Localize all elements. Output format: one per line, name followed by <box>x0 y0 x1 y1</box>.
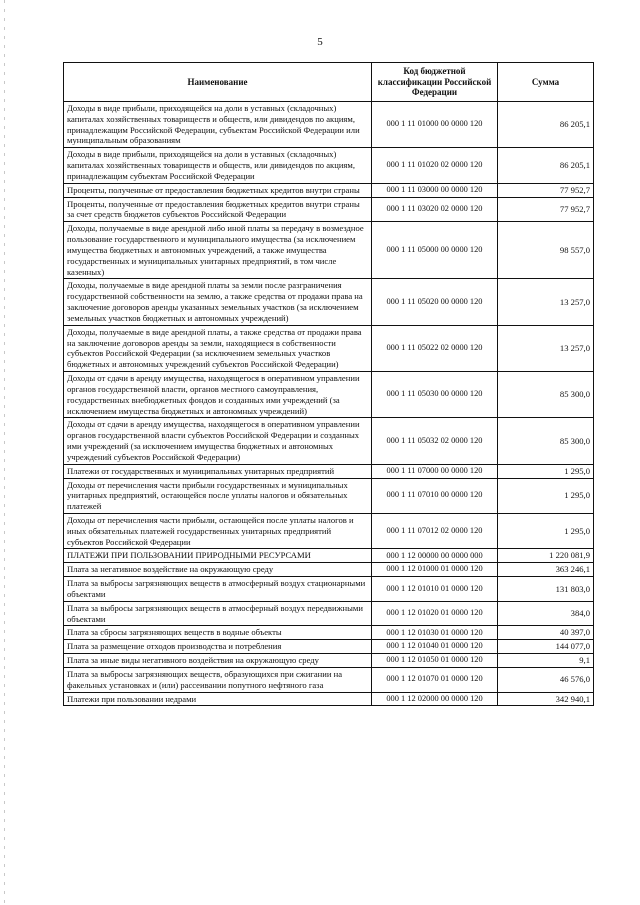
row-name: Платежи от государственных и муниципальных унитарных предприятий <box>64 464 372 478</box>
row-name: Плата за выбросы загрязняющих веществ, образующихся при сжигании на факельных установках и (или) рассеивании попутного нефтяного газа <box>64 667 372 692</box>
scan-edge-marks <box>4 0 5 905</box>
row-sum: 86 205,1 <box>498 102 594 148</box>
header-sum: Сумма <box>498 63 594 102</box>
table-row <box>64 549 594 563</box>
row-code: 000 1 11 05020 00 0000 120 <box>372 279 498 325</box>
row-code: 000 1 11 07010 00 0000 120 <box>372 478 498 513</box>
row-sum: 85 300,0 <box>498 418 594 464</box>
row-name: Доходы, получаемые в виде арендной платы за земли после разграничения государственной собственности на землю, а также средства от продажи права на заключение договоров аренды указанных земельных участков (за исключением земельных участков бюджетных и автономных учреждений) <box>64 279 372 325</box>
table-row <box>64 692 594 706</box>
row-name: Доходы в виде прибыли, приходящейся на доли в уставных (складочных) капиталах хозяйственных товариществ и обществ, или дивидендов по акциям, принадлежащим Российской Федерации, субъектам Российской Федерации или муниципальным образованиям <box>64 102 372 148</box>
row-code: 000 1 11 07000 00 0000 120 <box>372 464 498 478</box>
row-name: Доходы в виде прибыли, приходящейся на доли в уставных (складочных) капиталах хозяйственных товариществ и обществ, или дивидендов по акциям, принадлежащим субъектам Российской Федерации <box>64 148 372 183</box>
budget-revenue-table <box>63 62 594 706</box>
row-code: 000 1 11 05032 02 0000 120 <box>372 418 498 464</box>
table-row <box>64 601 594 626</box>
row-code: 000 1 12 01010 01 0000 120 <box>372 577 498 602</box>
row-name: Доходы от перечисления части прибыли государственных и муниципальных унитарных предприятий, остающейся после уплаты налогов и обязательных платежей <box>64 478 372 513</box>
table-row <box>64 577 594 602</box>
row-sum: 86 205,1 <box>498 148 594 183</box>
row-sum: 363 246,1 <box>498 563 594 577</box>
row-code: 000 1 11 05030 00 0000 120 <box>372 372 498 418</box>
row-sum: 98 557,0 <box>498 222 594 279</box>
row-code: 000 1 12 02000 00 0000 120 <box>372 692 498 706</box>
table-row <box>64 640 594 654</box>
table-row <box>64 513 594 548</box>
table-row <box>64 667 594 692</box>
row-name: Проценты, полученные от предоставления бюджетных кредитов внутри страны <box>64 183 372 197</box>
table-row <box>64 563 594 577</box>
header-name: Наименование <box>64 63 372 102</box>
row-sum: 1 220 081,9 <box>498 549 594 563</box>
row-sum: 1 295,0 <box>498 464 594 478</box>
row-name: Плата за иные виды негативного воздействия на окружающую среду <box>64 654 372 668</box>
row-code: 000 1 11 07012 02 0000 120 <box>372 513 498 548</box>
table-row <box>64 478 594 513</box>
row-code: 000 1 11 03000 00 0000 120 <box>372 183 498 197</box>
row-sum: 77 952,7 <box>498 197 594 222</box>
table-row <box>64 148 594 183</box>
row-name: Доходы, получаемые в виде арендной либо иной платы за передачу в возмездное пользование государственного и муниципального имущества (за исключением имущества бюджетных и автономных учреждений, а также имущества государственных и муниципальных унитарных предприятий, в том числе казенных) <box>64 222 372 279</box>
row-name: Проценты, полученные от предоставления бюджетных кредитов внутри страны за счет средств бюджетов субъектов Российской Федерации <box>64 197 372 222</box>
row-code: 000 1 12 01000 01 0000 120 <box>372 563 498 577</box>
row-sum: 46 576,0 <box>498 667 594 692</box>
table-row <box>64 183 594 197</box>
row-name: Плата за размещение отходов производства и потребления <box>64 640 372 654</box>
row-name: Платежи при пользовании недрами <box>64 692 372 706</box>
table-row <box>64 197 594 222</box>
row-sum: 40 397,0 <box>498 626 594 640</box>
row-sum: 1 295,0 <box>498 513 594 548</box>
table-row <box>64 325 594 371</box>
table-row <box>64 626 594 640</box>
row-code: 000 1 12 01070 01 0000 120 <box>372 667 498 692</box>
row-code: 000 1 12 00000 00 0000 000 <box>372 549 498 563</box>
page-number: 5 <box>317 36 323 48</box>
row-code: 000 1 11 05022 02 0000 120 <box>372 325 498 371</box>
row-sum: 384,0 <box>498 601 594 626</box>
table-row <box>64 279 594 325</box>
row-code: 000 1 12 01020 01 0000 120 <box>372 601 498 626</box>
row-sum: 144 077,0 <box>498 640 594 654</box>
table-row <box>64 464 594 478</box>
row-sum: 131 803,0 <box>498 577 594 602</box>
table-row <box>64 102 594 148</box>
row-code: 000 1 12 01030 01 0000 120 <box>372 626 498 640</box>
row-name: Плата за сбросы загрязняющих веществ в водные объекты <box>64 626 372 640</box>
row-code: 000 1 11 01020 02 0000 120 <box>372 148 498 183</box>
row-code: 000 1 12 01040 01 0000 120 <box>372 640 498 654</box>
table-row <box>64 418 594 464</box>
row-name: Доходы, получаемые в виде арендной платы, а также средства от продажи права на заключение договоров аренды за земли, находящиеся в собственности субъектов Российской Федерации (за исключением земельных участков бюджетных и автономных учреждений субъектов Российской Федерации) <box>64 325 372 371</box>
row-name: Плата за выбросы загрязняющих веществ в атмосферный воздух передвижными объектами <box>64 601 372 626</box>
table-header-row <box>64 63 594 102</box>
row-sum: 77 952,7 <box>498 183 594 197</box>
row-sum: 13 257,0 <box>498 279 594 325</box>
table-row <box>64 222 594 279</box>
row-code: 000 1 12 01050 01 0000 120 <box>372 654 498 668</box>
row-name: Доходы от сдачи в аренду имущества, находящегося в оперативном управлении органов государственной власти, органов местного самоуправления, государственных внебюджетных фондов и созданных ими учреждений (за исключением имущества бюджетных и автономных учреждений) <box>64 372 372 418</box>
row-sum: 13 257,0 <box>498 325 594 371</box>
row-code: 000 1 11 03020 02 0000 120 <box>372 197 498 222</box>
row-sum: 9,1 <box>498 654 594 668</box>
row-code: 000 1 11 01000 00 0000 120 <box>372 102 498 148</box>
row-code: 000 1 11 05000 00 0000 120 <box>372 222 498 279</box>
row-name: ПЛАТЕЖИ ПРИ ПОЛЬЗОВАНИИ ПРИРОДНЫМИ РЕСУРСАМИ <box>64 549 372 563</box>
header-code: Код бюджетной классификации Российской Федерации <box>372 63 498 102</box>
row-sum: 1 295,0 <box>498 478 594 513</box>
table-row <box>64 654 594 668</box>
row-sum: 85 300,0 <box>498 372 594 418</box>
row-name: Плата за негативное воздействие на окружающую среду <box>64 563 372 577</box>
row-name: Плата за выбросы загрязняющих веществ в атмосферный воздух стационарными объектами <box>64 577 372 602</box>
row-name: Доходы от перечисления части прибыли, остающейся после уплаты налогов и иных обязательных платежей государственных унитарных предприятий субъектов Российской Федерации <box>64 513 372 548</box>
row-sum: 342 940,1 <box>498 692 594 706</box>
row-name: Доходы от сдачи в аренду имущества, находящегося в оперативном управлении органов государственной власти субъектов Российской Федерации и созданных ими учреждений (за исключением имущества бюджетных и автономных учреждений субъектов Российской Федерации) <box>64 418 372 464</box>
table-row <box>64 372 594 418</box>
